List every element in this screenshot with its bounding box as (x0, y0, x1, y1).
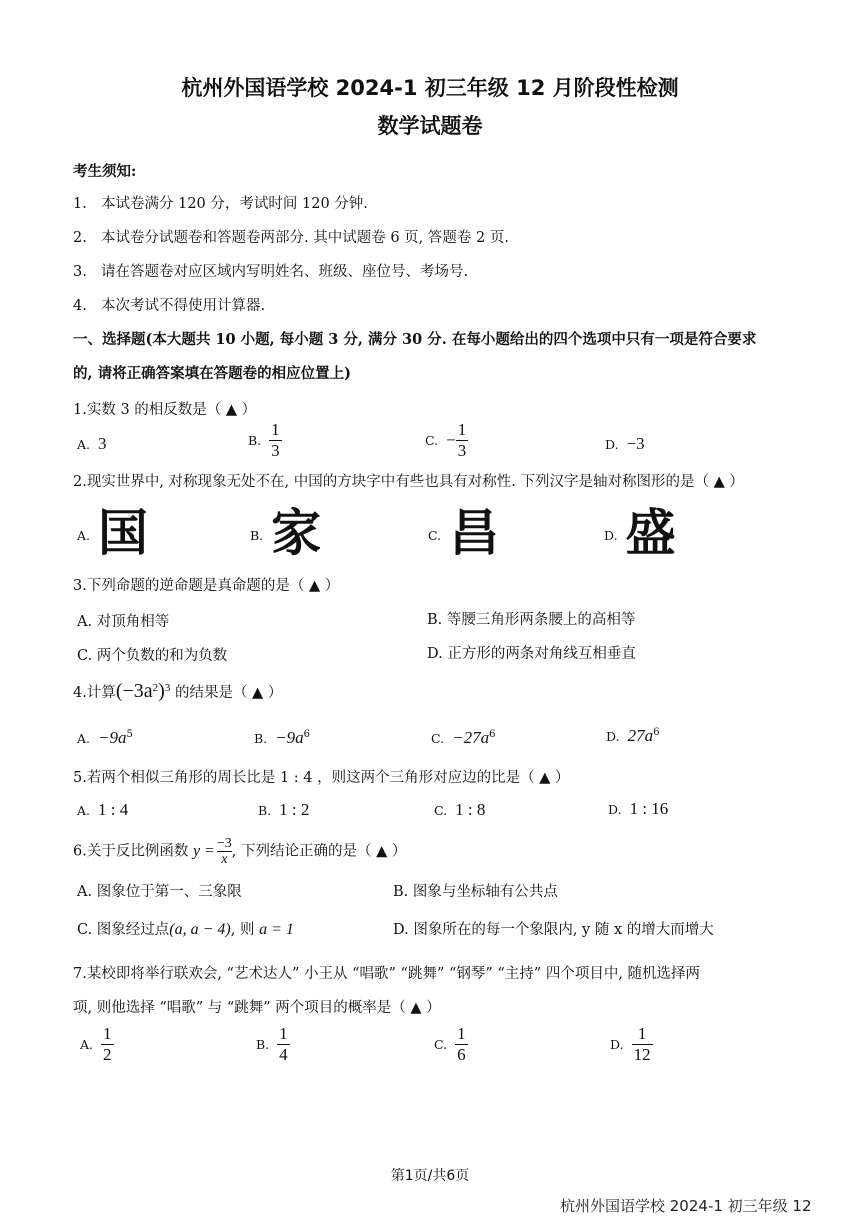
exam-subtitle: 数学试题卷 (377, 114, 483, 138)
notice-item: 1. 本试卷满分 120 分，考试时间 120 分钟. (73, 196, 368, 212)
q4-option-c[interactable]: C. $-27a^6$ (431, 728, 496, 747)
q6-option-a[interactable]: A. 图象位于第一、三象限 (77, 884, 242, 900)
q5-option-c[interactable]: C. 1 : 8 (434, 800, 486, 819)
q2-option-a[interactable]: $^{A.}$ 国 (77, 504, 149, 562)
q7-stem-line2: 项, 则他选择 “唱歌” 与 “跳舞” 两个项目的概率是（ ▲ ） (73, 1000, 441, 1016)
q1-option-a[interactable]: A. 3 (77, 434, 107, 453)
section-heading-line2: 的, 请将正确答案填在答题卷的相应位置上) (73, 365, 351, 382)
q1-stem: 1.实数 3 的相反数是（ ▲ ） (73, 402, 257, 418)
q5-option-a[interactable]: A. 1 : 4 (77, 800, 129, 819)
q2-stem: 2.现实世界中, 对称现象无处不在, 中国的方块字中有些也具有对称性. 下列汉字是轴对称图形的是（ ▲ ） (73, 474, 744, 490)
q2-option-b[interactable]: $^{B.}$ 家 (250, 504, 322, 562)
notice-item: 4. 本次考试不得使用计算器. (73, 298, 266, 314)
notice-item: 2. 本试卷分试题卷和答题卷两部分. 其中试题卷 6 页, 答题卷 2 页. (73, 230, 509, 246)
q4-stem: 4.计算$(-3a^2)^3$ 的结果是（ ▲ ） (73, 680, 283, 702)
q3-option-a[interactable]: A. 对顶角相等 (77, 614, 170, 630)
q3-option-b[interactable]: B. 等腰三角形两条腰上的高相等 (427, 612, 636, 628)
notice-item: 3. 请在答题卷对应区域内写明姓名、班级、座位号、考场号. (73, 264, 469, 280)
q5-stem: 5.若两个相似三角形的周长比是 1 : 4 ，则这两个三角形对应边的比是（ ▲ ） (73, 770, 570, 786)
q7-option-c[interactable]: C. $\frac{1}{6}$ (434, 1024, 466, 1064)
q4-option-d[interactable]: D. $27a^6$ (606, 726, 660, 745)
q7-stem-line1: 7.某校即将举行联欢会, “艺术达人” 小王从 “唱歌” “跳舞” “钢琴” “主持” 四个项目中, 随机选择两 (73, 966, 701, 982)
exam-title: 杭州外国语学校 2024-1 初三年级 12 月阶段性检测 (181, 76, 679, 100)
page-number: 第1页/共6页 (390, 1168, 470, 1184)
q3-option-d[interactable]: D. 正方形的两条对角线互相垂直 (427, 646, 636, 662)
q5-option-d[interactable]: D. 1 : 16 (608, 799, 669, 818)
bleed-through-text: 杭州外国语学校 2024-1 初三年级 12 (560, 1197, 812, 1215)
notice-heading: 考生须知: (73, 163, 137, 180)
q6-stem: 6.关于反比例函数 y = $\frac{-3}{x}$ , 下列结论正确的是（ ▲ ） (73, 836, 407, 867)
q6-option-b[interactable]: B. 图象与坐标轴有公共点 (393, 884, 558, 900)
q4-option-b[interactable]: B. $-9a^6$ (254, 728, 311, 747)
q1-option-c[interactable]: C. − $\frac{1}{3}$ (425, 420, 467, 460)
q5-option-b[interactable]: B. 1 : 2 (258, 800, 310, 819)
q1-option-d[interactable]: D. −3 (605, 434, 645, 453)
q7-option-d[interactable]: D. $\frac{1}{12}$ (610, 1024, 651, 1064)
q6-option-c[interactable]: C. 图象经过点(a, a − 4), 则 a = 1 (77, 921, 294, 938)
q2-option-c[interactable]: $^{C.}$ 昌 (428, 504, 500, 562)
q1-option-b[interactable]: B. $\frac{1}{3}$ (248, 420, 280, 460)
q3-option-c[interactable]: C. 两个负数的和为负数 (77, 648, 228, 664)
q7-option-a[interactable]: A. $\frac{1}{2}$ (80, 1024, 112, 1064)
q3-stem: 3.下列命题的逆命题是真命题的是（ ▲ ） (73, 578, 340, 594)
q6-option-d[interactable]: D. 图象所在的每一个象限内, y 随 x 的增大而增大 (393, 922, 714, 938)
q2-option-d[interactable]: $^{D.}$ 盛 (604, 504, 676, 562)
section-heading-line1: 一、选择题(本大题共 10 小题, 每小题 3 分, 满分 30 分. 在每小题给出的四个选项中只有一项是符合要求 (73, 331, 757, 348)
q7-option-b[interactable]: B. $\frac{1}{4}$ (256, 1024, 288, 1064)
q4-option-a[interactable]: A. $-9a^5$ (77, 728, 133, 747)
